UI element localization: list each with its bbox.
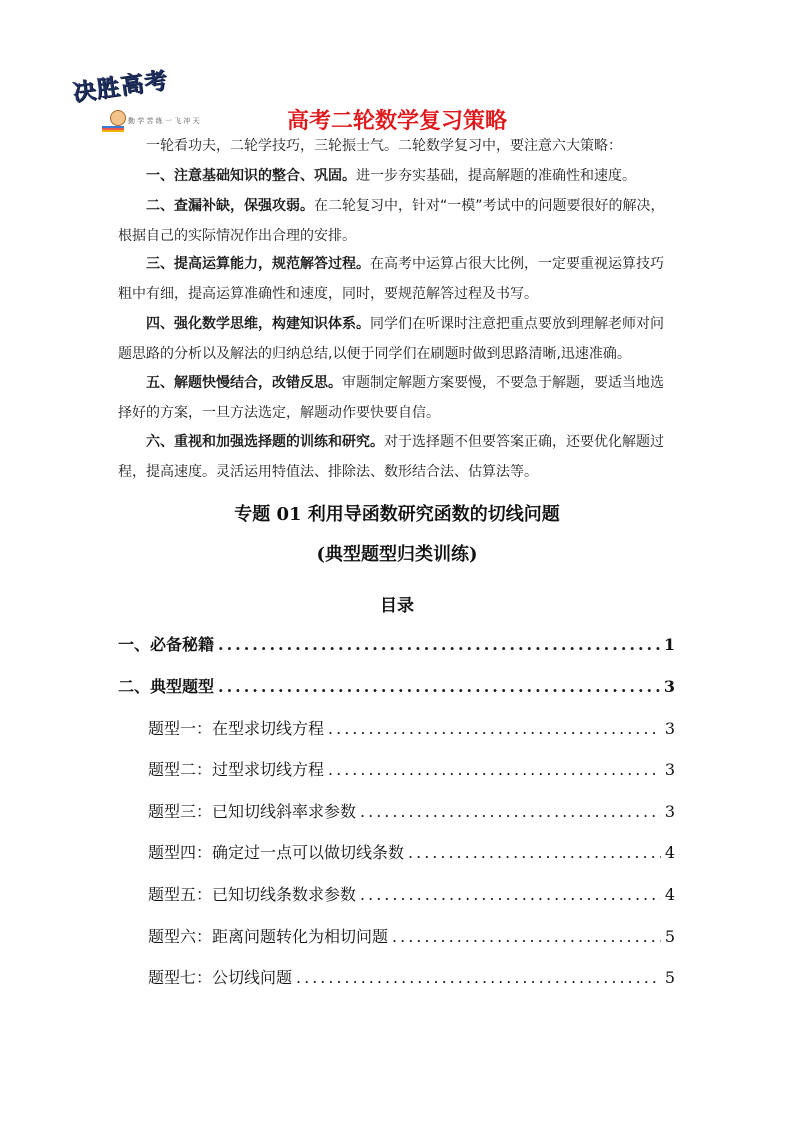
toc-label: 题型三：已知切线斜率求参数 — [148, 802, 357, 821]
strategy-lead: 四、强化数学思维，构建知识体系。 — [146, 316, 370, 332]
toc-item-type-7[interactable] — [148, 965, 675, 988]
toc-label: 题型七：公切线问题 — [148, 968, 293, 987]
strategy-1 — [118, 162, 676, 192]
toc-item-type-2[interactable] — [148, 757, 675, 780]
intro-paragraph: 一轮看功夫，二轮学技巧，三轮振士气。二轮数学复习中，要注意六大策略： — [146, 138, 622, 154]
toc-item-essentials[interactable] — [118, 632, 675, 655]
strategy-lead: 六、重视和加强选择题的训练和研究。 — [146, 434, 384, 450]
topic-title: 专题 01 利用导函数研究函数的切线问题 — [234, 504, 560, 525]
toc-heading: 目录 — [380, 596, 414, 616]
toc-leader-dots — [360, 802, 661, 821]
strategy-body: 在高考中运算占很大比例，一定要重视运算技巧粗中有细，提高运算准确性和速度，同时，要规范解答过程及书写。 — [118, 256, 664, 302]
strategy-4 — [118, 310, 676, 369]
toc-leader-dots — [296, 968, 661, 987]
strategy-lead: 五、解题快慢结合，改错反思。 — [146, 375, 342, 391]
strategy-5 — [118, 369, 676, 428]
toc-leader-dots — [328, 760, 661, 779]
strategy-6 — [118, 428, 676, 487]
toc-label: 题型五：已知切线条数求参数 — [148, 885, 357, 904]
toc-label: 一、必备秘籍 — [118, 635, 215, 654]
toc-label: 题型六：距离问题转化为相切问题 — [148, 927, 389, 946]
toc-item-type-3[interactable] — [148, 799, 675, 822]
logo-brand-text: 决胜高考 — [71, 67, 170, 107]
toc-leader-dots — [392, 927, 661, 946]
toc-leader-dots — [360, 885, 661, 904]
toc-page-number: 5 — [664, 968, 675, 987]
strategy-3 — [118, 250, 676, 309]
strategy-body: 审题制定解题方案要慢，不要急于解题，要适当地选择好的方案，一旦方法选定，解题动作要快要自信。 — [118, 375, 664, 421]
strategy-body: 对于选择题不但要答案正确，还要优化解题过程，提高速度。灵活运用特值法、排除法、数形结合法、估算法等。 — [118, 434, 664, 480]
toc-label: 二、典型题型 — [118, 677, 215, 696]
toc-page-number: 4 — [664, 885, 675, 904]
toc-label: 题型二：过型求切线方程 — [148, 760, 325, 779]
strategy-body: 在二轮复习中，针对“一模”考试中的问题要很好的解决，根据自己的实际情况作出合理的安排。 — [118, 198, 665, 244]
toc-page-number: 1 — [663, 635, 675, 654]
toc-page-number: 5 — [664, 927, 675, 946]
logo-tagline: 勤 学 苦 练 一 飞 冲 天 — [128, 117, 200, 125]
strategy-lead: 三、提高运算能力，规范解答过程。 — [146, 256, 370, 272]
toc-item-type-4[interactable] — [148, 840, 675, 863]
topic-subtitle: (典型题型归类训练) — [316, 544, 478, 565]
toc-leader-dots — [218, 635, 660, 654]
toc-leader-dots — [328, 719, 661, 738]
toc-item-type-6[interactable] — [148, 924, 675, 947]
toc-leader-dots — [218, 677, 660, 696]
strategy-lead: 一、注意基础知识的整合、巩固。 — [146, 168, 356, 184]
strategy-lead: 二、查漏补缺，保强攻弱。 — [146, 198, 314, 214]
toc-item-typical-types[interactable] — [118, 674, 675, 697]
toc-page-number: 3 — [664, 719, 675, 738]
toc-item-type-1[interactable] — [148, 716, 675, 739]
toc-item-type-5[interactable] — [148, 882, 675, 905]
main-title: 高考二轮数学复习策略 — [286, 109, 507, 134]
toc-label: 题型一：在型求切线方程 — [148, 719, 325, 738]
strategy-2 — [118, 192, 676, 251]
toc-leader-dots — [408, 843, 661, 862]
toc-page-number: 3 — [664, 760, 675, 779]
toc-page-number: 3 — [664, 802, 675, 821]
toc-page-number: 3 — [663, 677, 675, 696]
toc-label: 题型四：确定过一点可以做切线条数 — [148, 843, 405, 862]
strategy-body: 进一步夯实基础，提高解题的准确性和速度。 — [356, 168, 636, 184]
toc-page-number: 4 — [664, 843, 675, 862]
strategy-body: 同学们在听课时注意把重点要放到理解老师对问题思路的分析以及解法的归纳总结,以便于同学们在刷题时做到思路清晰,迅速准确。 — [118, 316, 664, 362]
